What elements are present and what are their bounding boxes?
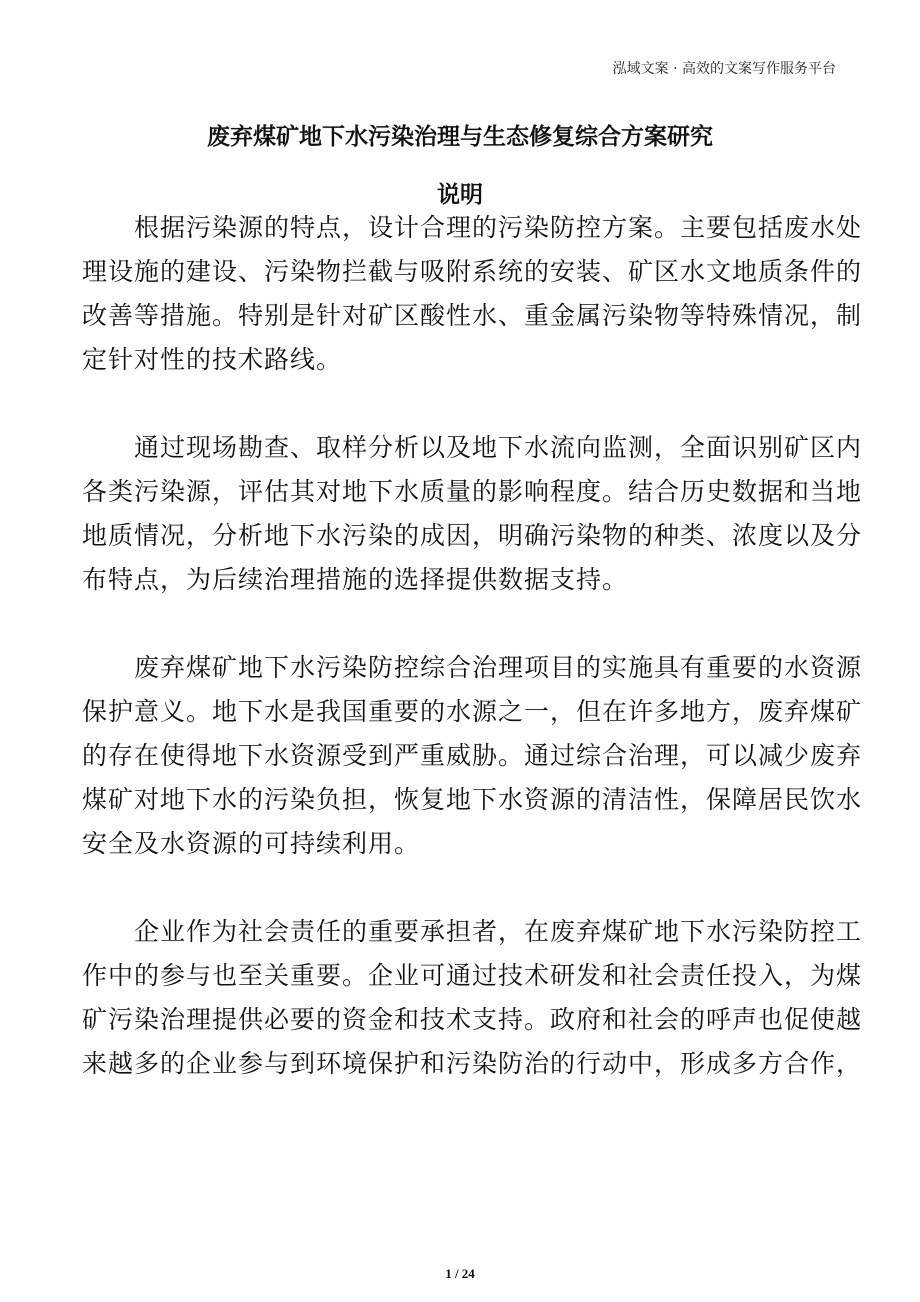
paragraph-line: 改善等措施。特别是针对矿区酸性水、重金属污染物等特殊情况，制 — [82, 301, 863, 330]
paragraph-line: 定针对性的技术路线。 — [82, 345, 343, 374]
paragraph-line: 地质情况，分析地下水污染的成因，明确污染物的种类、浓度以及分 — [82, 521, 863, 550]
paragraph-line: 矿污染治理提供必要的资金和技术支持。政府和社会的呼声也促使越 — [82, 1005, 863, 1034]
document-body — [82, 206, 863, 1130]
page-number: 1 / 24 — [445, 1266, 475, 1281]
page-header: 泓域文案 · 高效的文案写作服务平台 — [612, 61, 836, 77]
paragraph — [82, 910, 863, 1086]
paragraph-line: 企业作为社会责任的重要承担者，在废弃煤矿地下水污染防控工 — [134, 917, 863, 946]
paragraph-line: 理设施的建设、污染物拦截与吸附系统的安装、矿区水文地质条件的 — [82, 257, 863, 286]
paragraph-line: 通过现场勘查、取样分析以及地下水流向监测，全面识别矿区内 — [134, 433, 863, 462]
section-heading: 说明 — [437, 181, 483, 208]
paragraph-line: 的存在使得地下水资源受到严重威胁。通过综合治理，可以减少废弃 — [82, 741, 863, 770]
paragraph-line: 布特点，为后续治理措施的选择提供数据支持。 — [82, 565, 629, 594]
document-title: 废弃煤矿地下水污染治理与生态修复综合方案研究 — [207, 123, 713, 150]
paragraph-line: 废弃煤矿地下水污染防控综合治理项目的实施具有重要的水资源 — [134, 653, 863, 682]
paragraph-line: 保护意义。地下水是我国重要的水源之一，但在许多地方，废弃煤矿 — [82, 697, 863, 726]
paragraph — [82, 646, 863, 866]
paragraph-line: 根据污染源的特点，设计合理的污染防控方案。主要包括废水处 — [134, 213, 863, 242]
paragraph-line: 来越多的企业参与到环境保护和污染防治的行动中，形成多方合作， — [82, 1049, 863, 1078]
paragraph-line: 作中的参与也至关重要。企业可通过技术研发和社会责任投入，为煤 — [82, 961, 863, 990]
paragraph — [82, 426, 863, 602]
paragraph — [82, 206, 863, 382]
paragraph-line: 安全及水资源的可持续利用。 — [82, 829, 421, 858]
paragraph-line: 各类污染源，评估其对地下水质量的影响程度。结合历史数据和当地 — [82, 477, 863, 506]
paragraph-line: 煤矿对地下水的污染负担，恢复地下水资源的清洁性，保障居民饮水 — [82, 785, 863, 814]
